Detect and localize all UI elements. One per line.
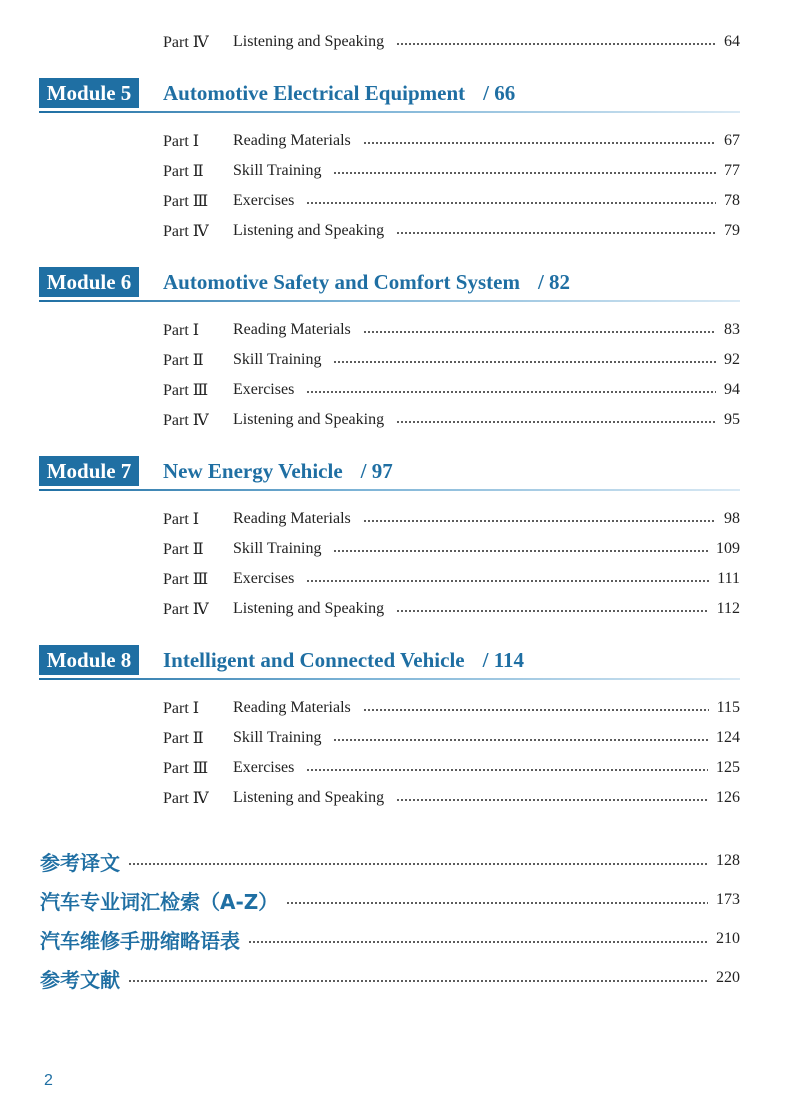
part-title: Exercises [233,192,295,209]
page-ref: 112 [716,600,740,617]
module-label: Module 6 [39,267,139,297]
part-title: Listening and Speaking [233,222,385,239]
reference-row [40,926,740,952]
part-title: Reading Materials [233,510,351,527]
page-ref: 126 [716,789,740,806]
module-title-text: Automotive Safety and Comfort System [163,270,520,294]
toc-row [163,727,740,749]
part-title: Skill Training [233,351,322,368]
part-number: Part Ⅲ [163,571,209,588]
part-title: Exercises [233,570,295,587]
dot-leader [396,232,716,234]
toc-row [163,31,740,53]
toc-row [163,220,740,242]
module-page: / 97 [360,459,393,483]
toc-row [163,379,740,401]
dot-leader [333,550,708,552]
toc-row [163,190,740,212]
dot-leader [128,980,708,982]
page-ref: 115 [716,699,740,716]
part-number: Part Ⅳ [163,601,209,618]
part-title: Reading Materials [233,321,351,338]
page-ref: 128 [716,852,740,869]
dot-leader [306,202,716,204]
part-number: Part Ⅰ [163,322,200,339]
reference-title: 参考译文 [40,850,120,875]
part-number: Part Ⅳ [163,34,209,51]
page-ref: 77 [724,162,740,179]
dot-leader [286,902,708,904]
toc-row [163,538,740,560]
module-title-text: New Energy Vehicle [163,459,343,483]
module-rule [39,300,740,302]
module-title-text: Automotive Electrical Equipment [163,81,466,105]
toc-row [163,319,740,341]
toc-row [163,757,740,779]
page-ref: 64 [724,33,740,50]
toc-row [163,508,740,530]
part-number: Part Ⅱ [163,163,204,180]
module-label: Module 7 [39,456,139,486]
part-title: Skill Training [233,162,322,179]
toc-row [163,568,740,590]
part-title: Listening and Speaking [233,600,385,617]
part-number: Part Ⅳ [163,790,209,807]
module-title [163,78,515,108]
toc-row [163,160,740,182]
part-number: Part Ⅰ [163,133,200,150]
page-ref: 83 [724,321,740,338]
reference-title: 汽车专业词汇检索（A-Z） [40,889,279,914]
page-ref: 94 [724,381,740,398]
dot-leader [333,361,716,363]
part-title: Listening and Speaking [233,789,385,806]
page-ref: 67 [724,132,740,149]
part-number: Part Ⅲ [163,193,209,210]
module-page: / 82 [537,270,571,294]
reference-row [40,848,740,874]
dot-leader [396,610,709,612]
module-title [163,645,524,675]
page-ref: 78 [724,192,740,209]
module-label: Module 5 [39,78,139,108]
dot-leader [128,863,708,865]
part-title: Listening and Speaking [233,33,385,50]
part-number: Part Ⅳ [163,412,209,429]
module-header [39,267,740,303]
dot-leader [306,391,716,393]
module-title [163,267,570,297]
dot-leader [396,799,708,801]
toc-row [163,349,740,371]
reference-title: 参考文献 [40,967,120,992]
part-number: Part Ⅲ [163,760,209,777]
part-number: Part Ⅰ [163,700,200,717]
toc-row [163,598,740,620]
page-ref: 173 [716,891,740,908]
part-number: Part Ⅲ [163,382,209,399]
page-ref: 220 [716,969,740,986]
page-ref: 124 [716,729,740,746]
page-ref: 95 [724,411,740,428]
dot-leader [333,172,716,174]
page-ref: 98 [724,510,740,527]
part-title: Exercises [233,381,295,398]
part-title: Skill Training [233,540,322,557]
reference-row [40,887,740,913]
module-header [39,78,740,114]
page-number: 2 [44,1072,53,1089]
module-rule [39,111,740,113]
reference-row [40,965,740,991]
toc-row [163,787,740,809]
dot-leader [363,520,716,522]
toc-row [163,130,740,152]
page-ref: 92 [724,351,740,368]
dot-leader [363,709,709,711]
module-title [163,456,393,486]
part-title: Exercises [233,759,295,776]
module-page: / 114 [482,648,525,672]
part-title: Reading Materials [233,699,351,716]
page-ref: 111 [717,570,740,587]
toc-row [163,697,740,719]
part-title: Reading Materials [233,132,351,149]
dot-leader [333,739,708,741]
part-number: Part Ⅳ [163,223,209,240]
part-title: Skill Training [233,729,322,746]
part-title: Listening and Speaking [233,411,385,428]
reference-title: 汽车维修手册缩略语表 [40,928,240,953]
dot-leader [306,769,708,771]
module-header [39,456,740,492]
dot-leader [396,43,716,45]
page-ref: 125 [716,759,740,776]
page-ref: 109 [716,540,740,557]
page-ref: 79 [724,222,740,239]
dot-leader [248,941,708,943]
part-number: Part Ⅱ [163,730,204,747]
dot-leader [306,580,709,582]
module-page: / 66 [483,81,516,105]
part-number: Part Ⅱ [163,541,204,558]
toc-row [163,409,740,431]
module-header [39,645,740,681]
module-rule [39,489,740,491]
part-number: Part Ⅰ [163,511,200,528]
module-rule [39,678,740,680]
part-number: Part Ⅱ [163,352,204,369]
dot-leader [363,331,716,333]
module-title-text: Intelligent and Connected Vehicle [163,648,465,672]
module-label: Module 8 [39,645,139,675]
page-ref: 210 [716,930,740,947]
dot-leader [363,142,716,144]
dot-leader [396,421,716,423]
